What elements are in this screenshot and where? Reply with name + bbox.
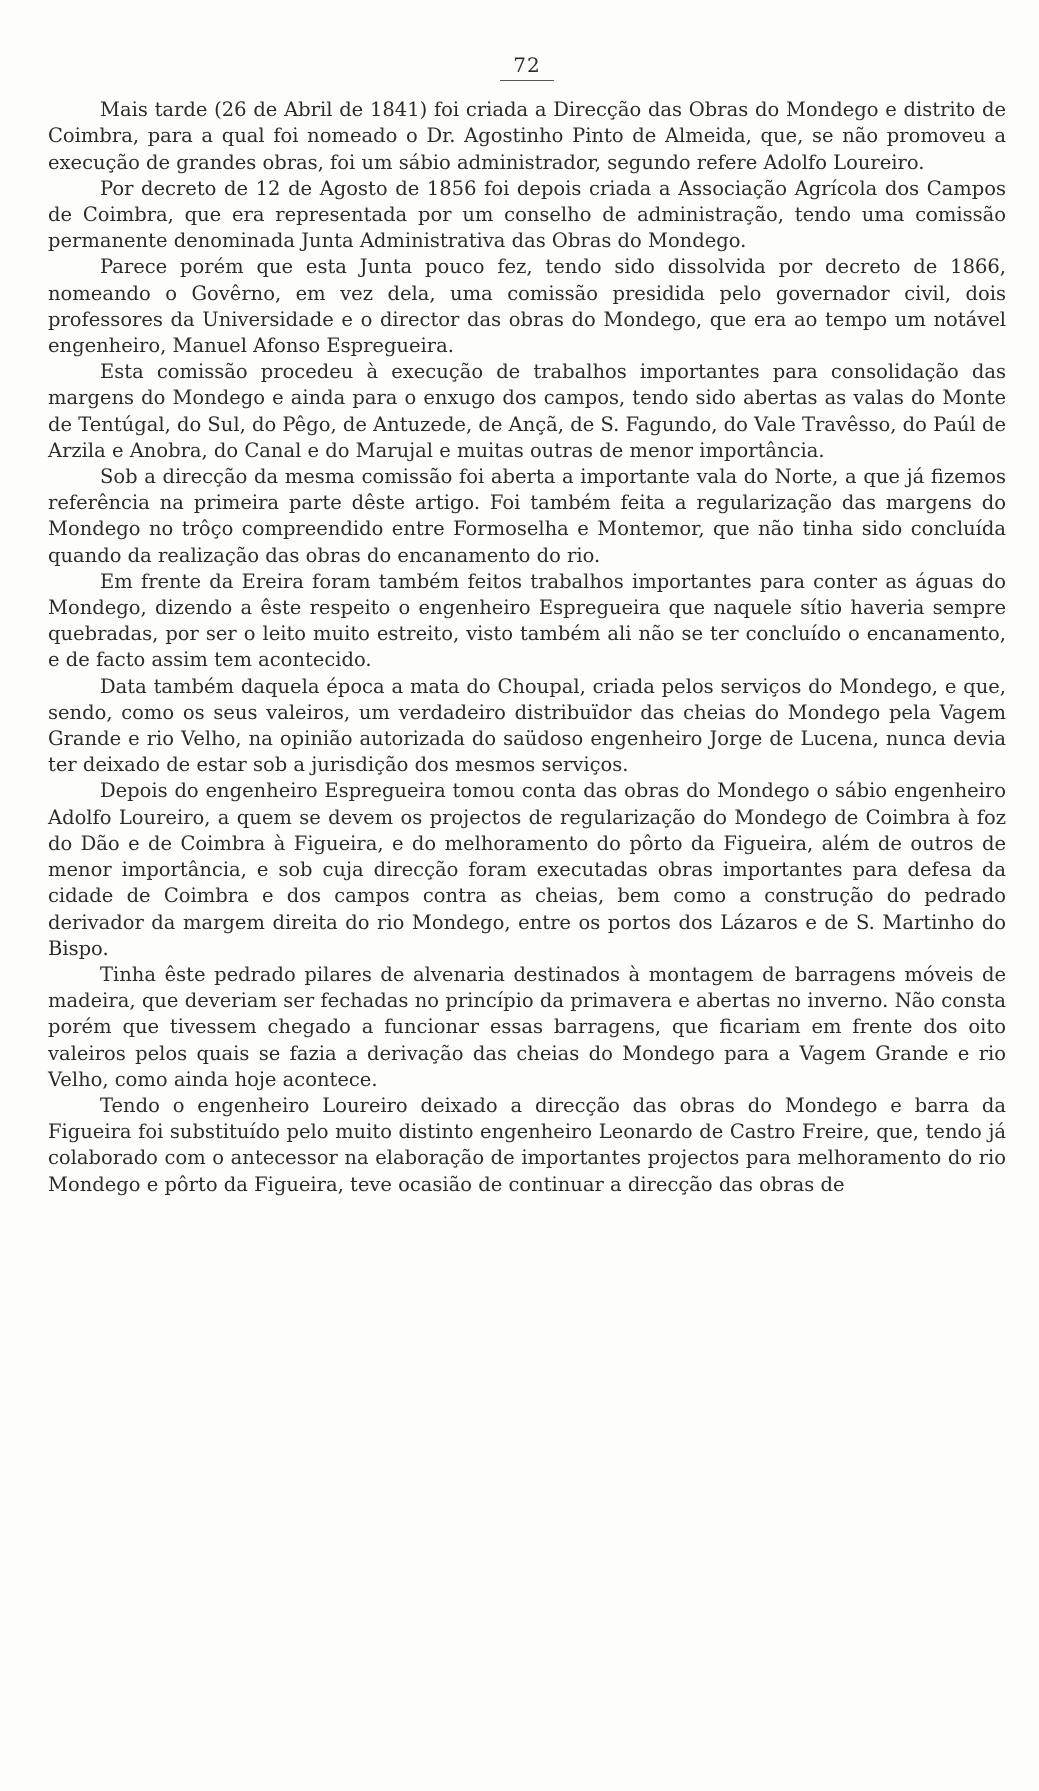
paragraph: Em frente da Ereira foram também feitos trabalhos importantes para conter as águas do Mondego, dizendo a êste respeito o engenheiro Espregueira que naquele sítio haveria sempre quebradas, por ser o leito muito estreito, visto também ali não se ter concluído o encanamento, e de facto assim tem acontecido. xyxy=(48,569,1006,672)
page xyxy=(48,52,1006,1198)
paragraph: Esta comissão procedeu à execução de trabalhos importantes para consolidação das margens do Mondego e ainda para o enxugo dos campos, tendo sido abertas as valas do Monte de Tentúgal, do Sul, do Pêgo, de Antuzede, de Ançã, de S. Fagundo, do Vale Travêsso, do Paúl de Arzila e Anobra, do Canal e do Marujal e muitas outras de menor importância. xyxy=(48,360,1006,462)
paragraph: Tendo o engenheiro Loureiro deixado a direcção das obras do Mondego e barra da Figueira foi substituído pelo muito distinto engenheiro Leonardo de Castro Freire, que, tendo já colaborado com o antecessor na elaboração de importantes projectos para melhoramento do rio Mondego e pôrto da Figueira, teve ocasião de continuar a direcção das obras de xyxy=(48,1093,1006,1196)
paragraph: Sob a direcção da mesma comissão foi aberta a importante vala do Norte, a que já fizemos referência na primeira parte dêste artigo. Foi também feita a regularização das margens do Mondego no trôço compreendido entre Formoselha e Montemor, que não tinha sido concluída quando da realização das obras do encanamento do rio. xyxy=(48,465,1006,567)
paragraph: Data também daquela época a mata do Choupal, criada pelos serviços do Mondego, e que, sendo, como os seus valeiros, um verdadeiro distribuïdor das cheias do Mondego pela Vagem Grande e rio Velho, na opinião autorizada do saüdoso engenheiro Jorge de Lucena, nunca devia ter deixado de estar sob a jurisdição dos mesmos serviços. xyxy=(48,674,1006,777)
page-number-rule xyxy=(500,80,554,81)
page-number: 72 xyxy=(513,53,541,77)
paragraph: Parece porém que esta Junta pouco fez, tendo sido dissolvida por decreto de 1866, nomeando o Govêrno, em vez dela, uma comissão presidida pelo governador civil, dois professores da Universidade e o director das obras do Mondego, que era ao tempo um notável engenheiro, Manuel Afonso Espregueira. xyxy=(48,255,1006,358)
paragraph: Tinha êste pedrado pilares de alvenaria destinados à montagem de barragens móveis de madeira, que deveriam ser fechadas no princípio da primavera e abertas no inverno. Não consta porém que tivessem chegado a funcionar essas barragens, que ficariam em frente dos oito valeiros pelos quais se fazia a derivação das cheias do Mondego para a Vagem Grande e rio Velho, como ainda hoje acontece. xyxy=(48,962,1006,1091)
paragraph: Por decreto de 12 de Agosto de 1856 foi depois criada a Associação Agrícola dos Campos de Coimbra, que era representada por um conselho de administração, tendo uma comissão permanente denominada Junta Administrativa das Obras do Mondego. xyxy=(48,176,1006,253)
paragraph: Depois do engenheiro Espregueira tomou conta das obras do Mondego o sábio engenheiro Adolfo Loureiro, a quem se devem os projectos de regularização do Mondego de Coimbra à foz do Dão e de Coimbra à Figueira, e do melhoramento do pôrto da Figueira, além de outros de menor importância, e sob cuja direcção foram executadas obras importantes para defesa da cidade de Coimbra e dos campos contra as cheias, bem como a construção do pedrado derivador da margem direita do rio Mondego, entre os portos dos Lázaros e de S. Martinho do Bispo. xyxy=(48,779,1006,960)
paragraph: Mais tarde (26 de Abril de 1841) foi criada a Direcção das Obras do Mondego e distrito de Coimbra, para a qual foi nomeado o Dr. Agostinho Pinto de Almeida, que, se não promoveu a execução de grandes obras, foi um sábio administrador, segundo refere Adolfo Loureiro. xyxy=(48,98,1006,174)
